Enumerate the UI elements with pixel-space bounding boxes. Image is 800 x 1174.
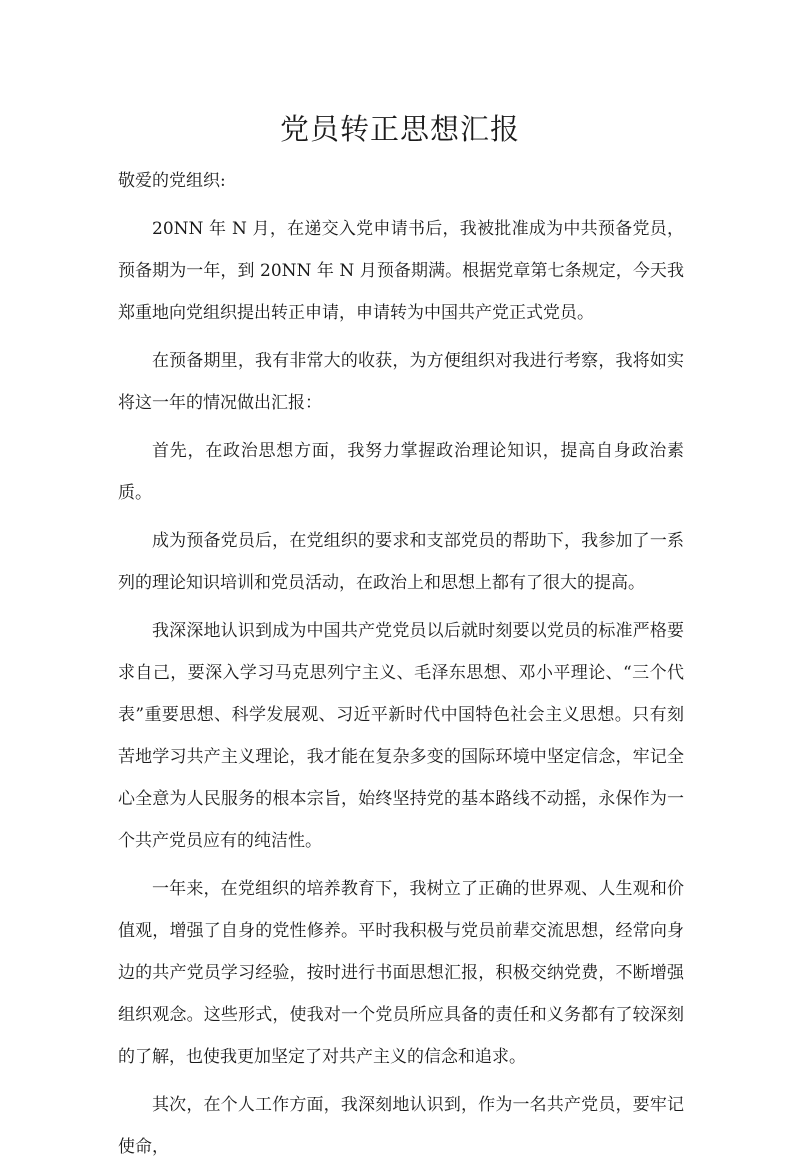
paragraph: 我深深地认识到成为中国共产党党员以后就时刻要以党员的标准严格要求自己，要深入学习马克思列宁主义、毛泽东思想、邓小平理论、“三个代表”重要思想、科学发展观、习近平新时代中国特色社会主义思想。只有刻苦地学习共产主义理论，我才能在复杂多变的国际环境中坚定信念，牢记全心全意为人民服务的根本宗旨，始终坚持党的基本路线不动摇，永保作为一个共产党员应有的纯洁性。	[118, 621, 684, 851]
document-title: 党员转正思想汇报	[279, 112, 520, 146]
salutation: 敬爱的党组织:	[118, 171, 226, 191]
paragraph: 在预备期里，我有非常大的收获，为方便组织对我进行考察，我将如实将这一年的情况做出汇报：	[118, 351, 684, 413]
paragraph: 其次，在个人工作方面，我深刻地认识到，作为一名共产党员，要牢记使命，	[118, 1095, 684, 1157]
document-body	[118, 160, 684, 1174]
paragraph: 成为预备党员后，在党组织的要求和支部党员的帮助下，我参加了一系列的理论知识培训和党员活动，在政治上和思想上都有了很大的提高。	[118, 531, 684, 593]
paragraph: 一年来，在党组织的培养教育下，我树立了正确的世界观、人生观和价值观，增强了自身的党性修养。平时我积极与党员前辈交流思想，经常向身边的共产党员学习经验，按时进行书面思想汇报，积极交纳党费，不断增强组织观念。这些形式，使我对一个党员所应具备的责任和义务都有了较深刻的了解，也使我更加坚定了对共产主义的信念和追求。	[118, 879, 684, 1067]
paragraph: 首先，在政治思想方面，我努力掌握政治理论知识，提高自身政治素质。	[118, 441, 684, 503]
paragraph: 20NN 年 N 月，在递交入党申请书后，我被批准成为中共预备党员，预备期为一年，到 20NN 年 N 月预备期满。根据党章第七条规定，今天我郑重地向党组织提出转正申请，申请转为中国共产党正式党员。	[118, 219, 684, 323]
